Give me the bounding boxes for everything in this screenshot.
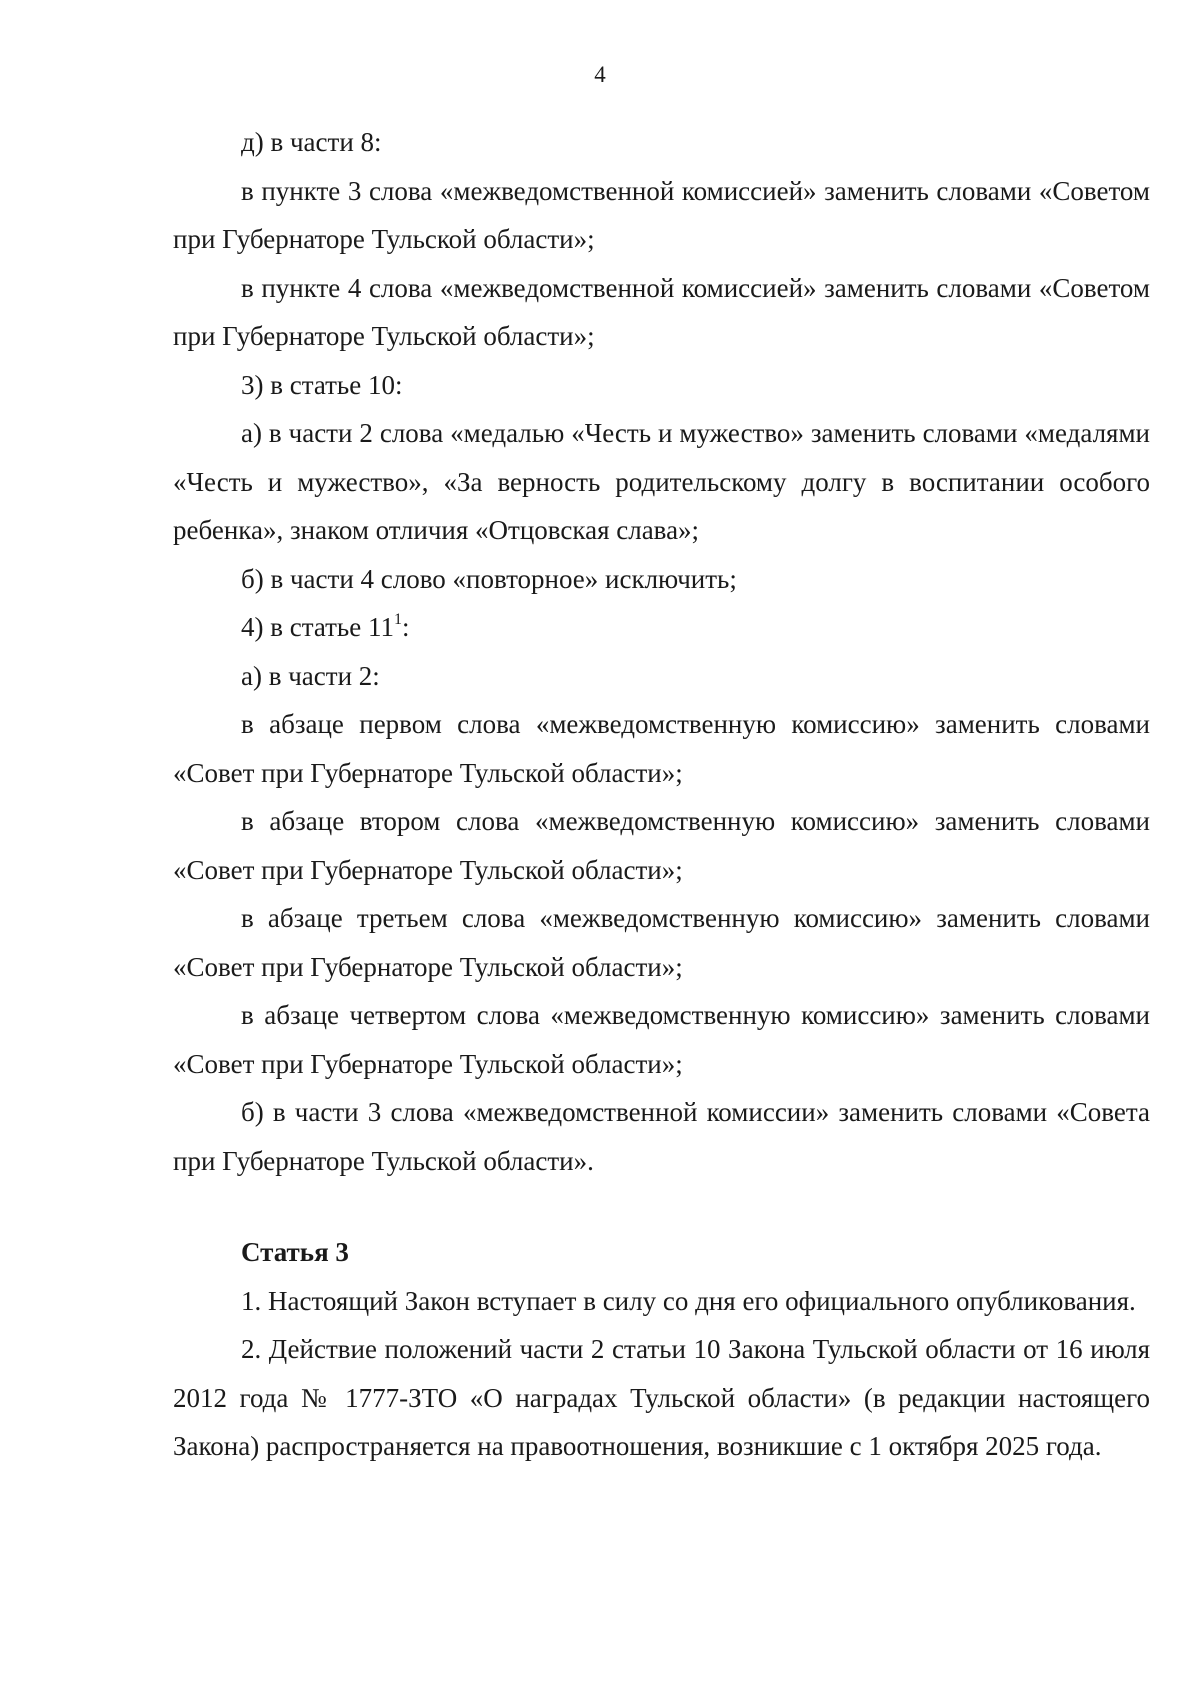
paragraph-item-a-part-2: а) в части 2 слова «медалью «Честь и мужество» заменить словами «медалями «Честь и мужество», «За верность родительскому долгу в воспитании особого ребенка», знаком отличия «Отцовская слава»; xyxy=(173,418,1150,545)
paragraph-abzac-1: в абзаце первом слова «межведомственную комиссию» заменить словами «Совет при Губернаторе Тульской области»; xyxy=(173,709,1150,788)
article-paragraph-2: 2. Действие положений части 2 статьи 10 Закона Тульской области от 16 июля 2012 года № 1777-ЗТО «О наградах Тульской области» (в редакции настоящего Закона) распространяется на правоотношения, возникшие с 1 октября 2025 года. xyxy=(173,1334,1150,1461)
paragraph-item-3-article-10: 3) в статье 10: xyxy=(241,369,403,400)
paragraph-point-3: в пункте 3 слова «межведомственной комиссией» заменить словами «Советом при Губернаторе Тульской области»; xyxy=(173,175,1150,254)
paragraph-abzac-2: в абзаце втором слова «межведомственную комиссию» заменить словами «Совет при Губернаторе Тульской области»; xyxy=(173,806,1150,885)
paragraph-item-d-part-8: д) в части 8: xyxy=(241,127,382,157)
article-heading: Статья 3 xyxy=(241,1237,349,1267)
article-11-text: 4) в статье 11 xyxy=(241,612,394,642)
article-11-colon: : xyxy=(401,612,410,642)
paragraph-item-b-part-4: б) в части 4 слово «повторное» исключить; xyxy=(241,563,737,594)
paragraph-point-4: в пункте 4 слова «межведомственной комиссией» заменить словами «Советом при Губернаторе Тульской области»; xyxy=(173,272,1150,351)
paragraph-abzac-4: в абзаце четвертом слова «межведомственную комиссию» заменить словами «Совет при Губернаторе Тульской области»; xyxy=(173,1000,1150,1079)
document-body xyxy=(173,118,1150,1471)
article-paragraph-1: 1. Настоящий Закон вступает в силу со дня его официального опубликования. xyxy=(241,1285,1136,1316)
page-number: 4 xyxy=(594,62,606,87)
paragraph-item-a-part-2-sub: а) в части 2: xyxy=(241,660,380,691)
superscript-1: 1 xyxy=(393,611,402,628)
paragraph-abzac-3: в абзаце третьем слова «межведомственную комиссию» заменить словами «Совет при Губернаторе Тульской области»; xyxy=(173,903,1150,982)
paragraph-item-b-part-3: б) в части 3 слова «межведомственной комиссии» заменить словами «Совета при Губернаторе Тульской области». xyxy=(173,1097,1150,1176)
paragraph-item-4-article-11-1 xyxy=(173,603,1150,652)
